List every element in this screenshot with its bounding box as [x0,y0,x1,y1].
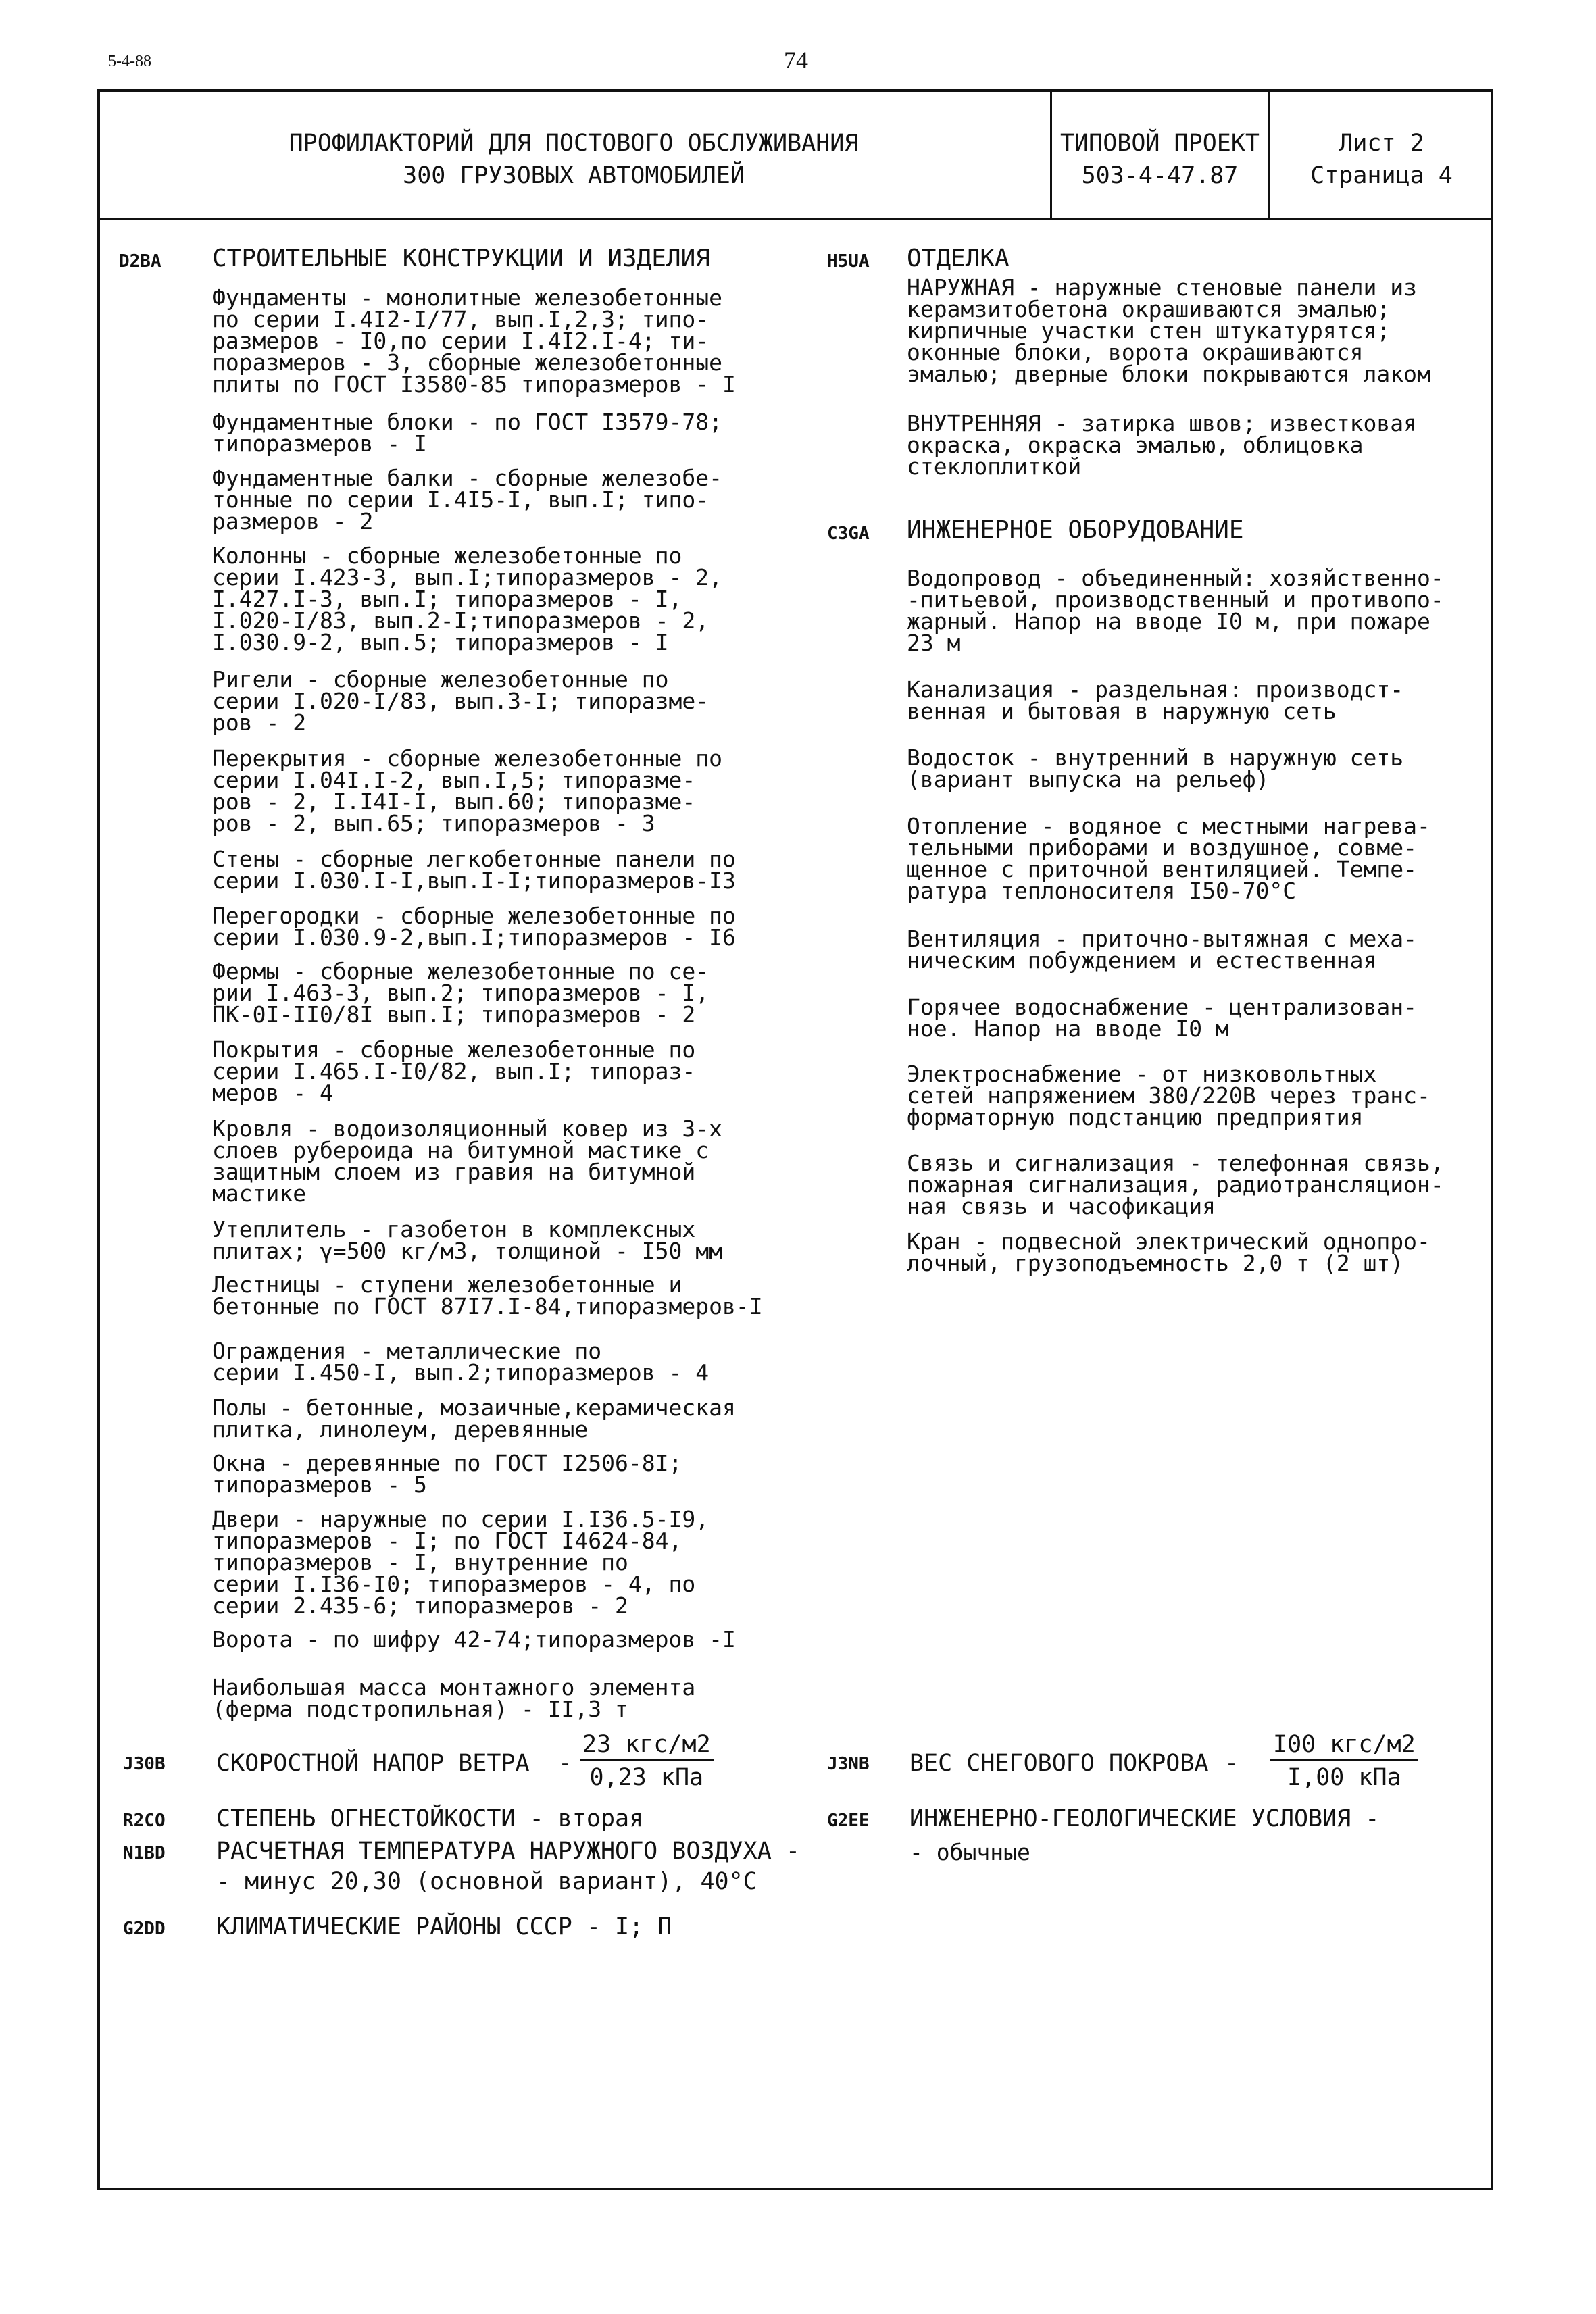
code-snow: J3NB [827,1754,870,1774]
snow-value-kgf: I00 кгс/м2 [1270,1731,1418,1761]
para-roofs: Покрытия - сборные железобетонные по серии I.465.I-I0/82, вып.I; типораз- меров - 4 [212,1036,696,1106]
para-drainage: Водосток - внутренний в наружную сеть (вариант выпуска на рельеф) [907,745,1404,793]
para-water-supply: Водопровод - объединенный: хозяйственно- -питьевой, производственный и противопо- жарный. Напор на вводе I0 м, при пожаре 23 м [907,565,1444,656]
header-title-line2: 300 ГРУЗОВЫХ АВТОМОБИЛЕЙ [403,162,745,189]
section-title-finish: ОТДЕЛКА [907,245,1009,272]
snow-value [1270,1731,1418,1791]
para-roofing: Кровля - водоизоляционный ковер из 3-х слоев рубероида на битумной мастике с защитным слоем из гравия на битумной мастике [212,1115,722,1207]
para-trusses: Фермы - сборные железобетонные по се- рии I.463-3, вып.2; типоразмеров - I, ПК-0I-II0/8I вып.I; типоразмеров - 2 [212,958,709,1028]
header-divider [97,218,1493,220]
para-ventilation: Вентиляция - приточно-вытяжная с меха- ническим побуждением и естественная [907,926,1417,974]
para-exterior-finish: НАРУЖНАЯ - наружные стеновые панели из керамзитобетона окрашиваются эмалью; кирпичные участки стен штукатурятся; оконные блоки, ворота окрашиваются эмалью; дверные блоки покрываются лаком [907,274,1430,387]
section-code-structures: D2BA [119,251,161,272]
section-code-equipment: C3GA [827,524,870,544]
header-project [1052,127,1268,192]
para-columns: Колонны - сборные железобетонные по серии I.423-3, вып.I;типоразмеров - 2, I.427.I-3, вып.I; типоразмеров - I, I.020-I/83, вып.2-I;типоразмеров - 2, I.030.9-2, вып.5; типоразмеров - I [212,543,722,655]
header-title [97,127,1050,192]
temperature-value: - минус 20,30 (основной вариант), 40°C [216,1868,757,1895]
wind-value [580,1731,714,1791]
document-code: 5-4-88 [108,53,151,70]
geology-value: - обычные [909,1839,1030,1865]
page-number: 74 [784,47,808,74]
fire-resistance: СТЕПЕНЬ ОГНЕСТОЙКОСТИ - вторая [216,1805,644,1832]
para-foundation-beams: Фундаментные балки - сборные железобе- тонные по серии I.4I5-I, вып.I; типо- размеров - 2 [212,465,722,534]
sheet-page: Страница 4 [1310,162,1453,189]
project-label: ТИПОВОЙ ПРОЕКТ [1059,130,1260,157]
para-heating: Отопление - водяное с местными нагрева- тельными приборами и воздушное, совме- щенное с приточной вентиляцией. Темпе- ратура теплоносителя I50-70°C [907,813,1430,904]
para-partitions: Перегородки - сборные железобетонные по серии I.030.9-2,вып.I;типоразмеров - I6 [212,903,736,951]
para-max-mass: Наибольшая масса монтажного элемента (ферма подстропильная) - II,3 т [212,1674,696,1722]
para-sewerage: Канализация - раздельная: производст- венная и бытовая в наружную сеть [907,676,1404,724]
para-fences: Ограждения - металлические по серии I.450-I, вып.2;типоразмеров - 4 [212,1338,709,1386]
code-geology: G2EE [827,1811,870,1831]
climate-regions: КЛИМАТИЧЕСКИЕ РАЙОНЫ СССР - I; П [216,1913,672,1940]
code-fire: R2CO [123,1811,166,1831]
wind-value-kpa: 0,23 кПа [589,1764,704,1791]
para-windows: Окна - деревянные по ГОСТ I2506-8I; типоразмеров - 5 [212,1450,682,1498]
para-power-supply: Электроснабжение - от низковольтных сетей напряжением 380/220В через транс- форматорную подстанцию предприятия [907,1061,1430,1130]
para-doors: Двери - наружные по серии I.I36.5-I9, типоразмеров - I; по ГОСТ I4624-84, типоразмеров - I, внутренние по серии I.I36-I0; типоразмеров - 4, по серии 2.435-6; типоразмеров - 2 [212,1506,709,1619]
para-crane: Кран - подвесной электрический однопро- лочный, грузоподъемность 2,0 т (2 шт) [907,1228,1430,1276]
temperature-label: РАСЧЕТНАЯ ТЕМПЕРАТУРА НАРУЖНОГО ВОЗДУХА - [216,1838,800,1865]
geology-label: ИНЖЕНЕРНО-ГЕОЛОГИЧЕСКИЕ УСЛОВИЯ - [909,1805,1380,1832]
section-title-structures: СТРОИТЕЛЬНЫЕ КОНСТРУКЦИИ И ИЗДЕЛИЯ [212,245,710,272]
wind-dash: - [558,1750,573,1777]
para-walls: Стены - сборные легкобетонные панели по серии I.030.I-I,вып.I-I;типоразмеров-I3 [212,846,736,894]
para-stairs: Лестницы - ступени железобетонные и бетонные по ГОСТ 87I7.I-84,типоразмеров-I [212,1272,763,1319]
header-title-line1: ПРОФИЛАКТОРИЙ ДЛЯ ПОСТОВОГО ОБСЛУЖИВАНИЯ [289,130,859,157]
para-interior-finish: ВНУТРЕННЯЯ - затирка швов; известковая окраска, окраска эмалью, облицовка стеклоплиткой [907,410,1417,480]
para-foundation-blocks: Фундаментные блоки - по ГОСТ I3579-78; типоразмеров - I [212,409,722,457]
snow-value-kpa: I,00 кПа [1287,1764,1401,1791]
header-sheet [1270,127,1493,192]
code-climate: G2DD [123,1919,166,1939]
snow-label: ВЕС СНЕГОВОГО ПОКРОВА [909,1750,1209,1777]
para-gates: Ворота - по шифру 42-74;типоразмеров -I [212,1626,736,1653]
para-insulation: Утеплитель - газобетон в комплексных плитах; γ=500 кг/м3, толщиной - I50 мм [212,1216,722,1264]
para-communications: Связь и сигнализация - телефонная связь, пожарная сигнализация, радиотрансляцион- ная связь и часофикация [907,1150,1444,1219]
para-floor-finish: Полы - бетонные, мозаичные,керамическая плитка, линолеум, деревянные [212,1394,736,1442]
section-title-equipment: ИНЖЕНЕРНОЕ ОБОРУДОВАНИЕ [907,516,1244,544]
para-floors: Перекрытия - сборные железобетонные по серии I.04I.I-2, вып.I,5; типоразме- ров - 2, I.I4I-I, вып.60; типоразме- ров - 2, вып.65; типоразмеров - 3 [212,745,722,836]
sheet-number: Лист 2 [1339,130,1424,157]
wind-label: СКОРОСТНОЙ НАПОР ВЕТРА [216,1750,530,1777]
code-temperature: N1BD [123,1843,166,1863]
snow-dash: - [1224,1750,1239,1777]
para-girders: Ригели - сборные железобетонные по серии I.020-I/83, вып.3-I; типоразме- ров - 2 [212,666,709,736]
wind-value-kgf: 23 кгс/м2 [580,1731,714,1761]
section-code-finish: H5UA [827,251,870,272]
project-number: 503-4-47.87 [1081,162,1239,189]
code-wind: J30B [123,1754,166,1774]
para-foundations: Фундаменты - монолитные железобетонные по серии I.4I2-I/77, вып.I,2,3; типо- размеров - I0,по серии I.4I2.I-4; ти- поразмеров - 3, сборные железобетонные плиты по ГОСТ I3580-85 типоразмеров - I [212,284,736,397]
para-hot-water: Горячее водоснабжение - централизован- ное. Напор на вводе I0 м [907,994,1417,1042]
